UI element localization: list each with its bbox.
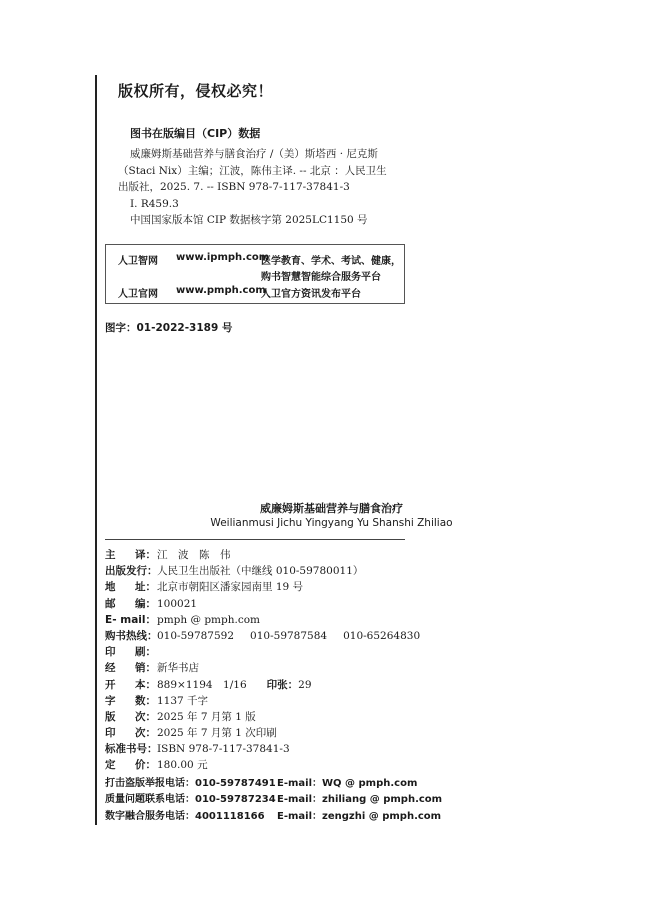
sheets-label: 印张 (266, 678, 288, 691)
detail-row-email (105, 612, 420, 628)
detail-label: 出版发行 ： (105, 565, 158, 578)
detail-value: 180.00 元 (157, 759, 208, 772)
detail-value: 010-59787592 (157, 629, 235, 642)
platform-name: 人卫智网 (118, 256, 158, 267)
detail-label: 字 数： (105, 694, 156, 707)
cip-block (118, 146, 387, 229)
contact-row (105, 776, 442, 792)
detail-label: 经 销： (105, 662, 156, 675)
detail-row-hotline (105, 628, 420, 644)
detail-value: 江 波 陈 伟 (157, 549, 231, 561)
detail-row-translator (105, 547, 420, 563)
detail-label: 购书热线 ： (105, 629, 158, 642)
contact-phone: 质量问题联系电话：010-59787234 (105, 794, 276, 806)
detail-value: 889×1194 1/16 (157, 678, 247, 691)
detail-value: 人民卫生出版社（中继线 010-59780011） (157, 565, 364, 578)
platform-url[interactable]: www.pmph.com (176, 285, 266, 296)
detail-row-isbn (105, 741, 420, 757)
contact-row (105, 809, 442, 825)
sheets-value: 29 (298, 678, 312, 691)
detail-row-word-count (105, 693, 420, 709)
detail-row-postcode (105, 596, 420, 612)
platform-box (105, 244, 405, 304)
detail-value[interactable]: pmph @ pmph.com (157, 613, 260, 626)
detail-row-price (105, 757, 420, 773)
contact-email[interactable]: E-mail：zengzhi @ pmph.com (277, 810, 442, 822)
platform-desc: 人卫官方资讯发布平台 (261, 289, 361, 300)
platform-desc: 医学教育、学术、考试、健康， (261, 256, 401, 267)
publication-details (105, 547, 420, 774)
detail-label: 版 次： (105, 710, 156, 723)
cip-line: 威廉姆斯基础营养与膳食治疗 /（美）斯塔西 · 尼克斯 (130, 148, 378, 160)
book-title-zh: 威廉姆斯基础营养与膳食治疗 (260, 502, 403, 515)
copyright-register-number: 图字：01-2022-3189 号 (105, 322, 233, 334)
left-margin-rule (95, 75, 97, 825)
detail-label: 邮 编： (105, 597, 156, 610)
detail-row-format: 开 本： 889×1194 1/16 印张 ： 29 (105, 677, 420, 693)
detail-value: 1137 千字 (157, 694, 209, 707)
cip-line: 出版社，2025. 7. -- ISBN 978-7-117-37841-3 (118, 181, 350, 193)
detail-value: 010-59787584 (250, 629, 328, 642)
contact-email[interactable]: E-mail：WQ @ pmph.com (277, 778, 418, 789)
detail-value: 2025 年 7 月第 1 次印刷 (157, 727, 277, 740)
cip-heading: 图书在版编目（CIP）数据 (130, 127, 261, 140)
contact-email[interactable]: E-mail：zhiliang @ pmph.com (277, 794, 443, 806)
detail-row-publisher (105, 563, 420, 579)
platform-url[interactable]: www.ipmph.com (176, 252, 270, 263)
detail-label: 定 价： (105, 759, 156, 772)
book-title-pinyin: Weilianmusi Jichu Yingyang Yu Shanshi Zhiliao (210, 517, 453, 529)
contact-phone: 数字融合服务电话：4001118166 (105, 810, 265, 822)
cip-line: （Staci Nix）主编；江波，陈伟主译. -- 北京 ：人民卫生 (118, 164, 387, 177)
detail-value: 北京市朝阳区潘家园南里 19 号 (157, 581, 304, 594)
contact-phone: 打击盗版举报电话：010-59787491 (105, 778, 276, 789)
detail-value: 100021 (157, 597, 198, 610)
detail-row-address (105, 579, 420, 595)
platform-name: 人卫官网 (118, 289, 158, 300)
detail-label: 标准书号 ： (105, 743, 158, 756)
detail-label: 印 刷： (105, 646, 156, 659)
cip-classification: Ⅰ. R459.3 (130, 197, 179, 210)
copyright-notice: 版权所有，侵权必究！ (118, 82, 274, 100)
detail-row-print-run (105, 725, 420, 741)
detail-label: 印 次： (105, 727, 156, 740)
detail-row-edition (105, 709, 420, 725)
detail-label: E - mail： (105, 613, 156, 626)
detail-row-distributor (105, 660, 420, 676)
cip-record-number: 中国国家版本馆 CIP 数据核字第 2025LC1150 号 (130, 214, 368, 226)
detail-label: 主 译： (105, 549, 156, 561)
detail-label: 地 址： (105, 581, 156, 594)
detail-value: 2025 年 7 月第 1 版 (157, 710, 256, 723)
detail-value: 010-65264830 (343, 629, 421, 642)
contact-row (105, 792, 442, 808)
detail-value: ISBN 978-7-117-37841-3 (157, 743, 290, 756)
platform-desc: 购书智慧智能综合服务平台 (261, 272, 381, 283)
separator-line (105, 539, 405, 540)
contact-list (105, 776, 442, 825)
detail-label: 开 本： (105, 678, 156, 691)
detail-row-printing (105, 644, 420, 660)
detail-value: 新华书店 (157, 662, 199, 675)
